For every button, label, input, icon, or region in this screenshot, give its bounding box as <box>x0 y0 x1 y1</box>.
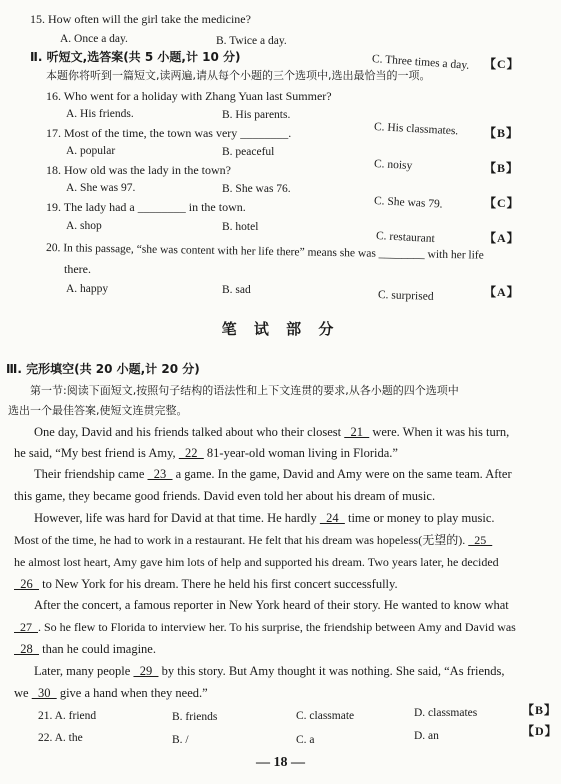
passage-line-9: After the concert, a famous reporter in New York heard of their story. He wanted to know what <box>34 598 509 612</box>
passage-line-7: he almost lost heart, Amy gave him lots of help and supported his dream. Two years later, he decided <box>14 555 499 569</box>
q19-answer: 【A】 <box>484 231 520 245</box>
blank-25: 25 <box>468 533 493 547</box>
q20-option-c: C. surprised <box>377 289 434 303</box>
question-19-text: 19. The lady had a ________ in the town. <box>46 200 246 214</box>
q16-option-a: A. His friends. <box>66 108 134 120</box>
blank-24: 24 <box>319 511 345 525</box>
q18-option-b: B. She was 76. <box>222 183 291 195</box>
passage-line-12: Later, many people 29 by this story. But Amy thought it was nothing. She said, “As friends, <box>34 664 505 678</box>
section-3-instruction-line1: 第一节:阅读下面短文,按照句子结构的语法性和上下文连贯的要求,从各小题的四个选项中 <box>30 384 459 397</box>
q15-option-c: C. Three times a day. <box>371 53 470 72</box>
q22-option-c: C. a <box>296 734 315 746</box>
section-3-instruction-line2: 选出一个最佳答案,使短文连贯完整。 <box>8 404 188 417</box>
q22-answer: 【D】 <box>522 724 558 738</box>
blank-22: 22 <box>178 446 204 460</box>
blank-29: 29 <box>133 664 159 678</box>
passage-line-13: we 30 give a hand when they need.” <box>14 686 208 700</box>
blank-30: 30 <box>31 686 57 700</box>
question-18-text: 18. How old was the lady in the town? <box>46 163 231 177</box>
q21-option-c: C. classmate <box>296 710 355 722</box>
blank-26: 26 <box>14 577 39 591</box>
q18-answer: 【C】 <box>484 196 520 210</box>
passage-line-3: Their friendship came 23 a game. In the game, David and Amy were on the same team. After <box>34 467 512 481</box>
passage-line-10: 27 . So he flew to Florida to interview her. To his surprise, the friendship between Amy and David was <box>14 620 516 634</box>
passage-line-11: 28 than he could imagine. <box>14 642 156 656</box>
passage-line-5: However, life was hard for David at that time. He hardly 24 time or money to play music. <box>34 511 495 525</box>
q19-option-a: A. shop <box>66 220 102 232</box>
passage-line-4: this game, they became good friends. David even told her about his dream of music. <box>14 489 436 503</box>
q15-option-a: A. Once a day. <box>60 33 128 45</box>
q19-option-b: B. hotel <box>222 221 259 233</box>
q20-option-b: B. sad <box>222 284 251 296</box>
q21-option-a: 21. A. friend <box>38 710 97 722</box>
q15-option-b: B. Twice a day. <box>216 35 287 47</box>
blank-23: 23 <box>147 467 173 481</box>
question-20-text: 20. In this passage, “she was content with her life there” means she was ________ with her life <box>45 242 484 262</box>
section-3-header: Ⅲ. 完形填空(共 20 小题,计 20 分) <box>6 362 200 376</box>
q17-answer: 【B】 <box>484 161 520 175</box>
passage-line-8: 26 to New York for his dream. There he held his first concert successfully. <box>14 577 398 591</box>
q18-option-a: A. She was 97. <box>66 182 136 194</box>
q19-option-c: C. restaurant <box>375 230 435 246</box>
q20-answer: 【A】 <box>484 285 520 299</box>
passage-line-2: he said, “My best friend is Amy, 22 81-year-old woman living in Florida.” <box>14 446 398 460</box>
section-2-instruction: 本题你将听到一篇短文,读两遍,请从每个小题的三个选项中,选出最恰当的一项。 <box>46 69 431 82</box>
passage-line-1: One day, David and his friends talked about who their closest 21 were. When it was his turn, <box>34 425 510 439</box>
question-15-text: 15. How often will the girl take the medicine? <box>30 12 251 26</box>
q16-option-b: B. His parents. <box>222 109 291 121</box>
blank-21: 21 <box>344 425 370 439</box>
q22-option-d: D. an <box>414 730 439 742</box>
blank-28: 28 <box>14 642 39 656</box>
question-16-text: 16. Who went for a holiday with Zhang Yuan last Summer? <box>46 89 332 103</box>
q21-option-b: B. friends <box>172 711 218 723</box>
passage-line-6: Most of the time, he had to work in a restaurant. He felt that his dream was hopeless(无望的). 25 <box>14 533 493 547</box>
q16-option-c: C. His classmates. <box>373 121 459 138</box>
q21-option-d: D. classmates <box>414 707 478 719</box>
q18-option-c: C. She was 79. <box>373 195 443 211</box>
q16-answer: 【B】 <box>484 126 520 140</box>
q21-answer: 【B】 <box>522 703 558 717</box>
question-17-text: 17. Most of the time, the town was very ________. <box>46 126 292 140</box>
q20-option-a: A. happy <box>66 283 109 295</box>
written-part-title: 笔 试 部 分 <box>221 320 340 338</box>
page-number: — 18 — <box>256 755 305 770</box>
question-20-continuation: there. <box>64 262 91 276</box>
q17-option-b: B. peaceful <box>222 146 275 158</box>
q17-option-a: A. popular <box>66 145 116 157</box>
q22-option-a: 22. A. the <box>38 732 83 744</box>
q17-option-c: C. noisy <box>373 158 413 172</box>
blank-27: 27 <box>14 620 38 634</box>
section-2-header: Ⅱ. 听短文,选答案(共 5 小题,计 10 分) <box>30 50 241 64</box>
q22-option-b: B. / <box>172 734 189 746</box>
q15-answer: 【C】 <box>484 57 520 71</box>
